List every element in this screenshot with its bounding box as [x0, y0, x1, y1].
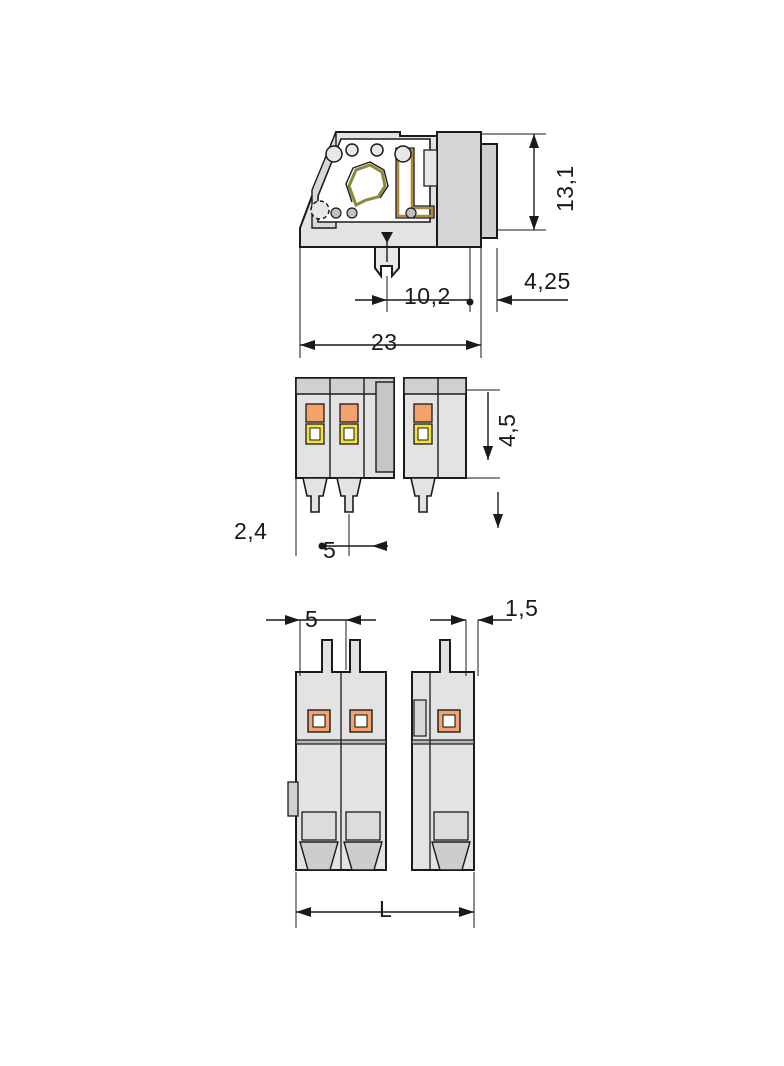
- arrow-5-bv-right: [346, 615, 361, 625]
- arrow-5-front: [372, 541, 387, 551]
- dim-text-pin-height: 4,5: [494, 413, 520, 447]
- arrow-L-left: [296, 907, 311, 917]
- clamp-window-1: [306, 404, 324, 444]
- bottom-chamber-2: [346, 812, 380, 840]
- dim-text-latch-offset: 10,2: [404, 283, 451, 309]
- arrow-102: [372, 295, 387, 305]
- side-hole-h: [406, 208, 416, 218]
- side-hole-g: [347, 208, 357, 218]
- arrow-45-down: [483, 446, 493, 460]
- front-side-rail-left: [376, 382, 394, 472]
- arrow-425: [497, 295, 512, 305]
- front-view: [296, 378, 503, 556]
- side-right-block: [437, 132, 481, 247]
- side-hole-e: [311, 201, 329, 219]
- side-hole-c: [371, 144, 383, 156]
- front-pin-2: [337, 478, 361, 512]
- dim-text-offset-right: 4,25: [524, 268, 571, 294]
- bottom-chamber-1: [302, 812, 336, 840]
- contact-housing: [424, 150, 437, 186]
- arrow-15-left: [451, 615, 466, 625]
- bottom-seam-right: [412, 740, 474, 744]
- side-right-tab: [481, 144, 497, 238]
- side-hole-d: [395, 146, 411, 162]
- front-top-strip-right: [404, 378, 466, 394]
- bottom-side-tab-left: [288, 782, 298, 816]
- dim-dot-102: [467, 299, 474, 306]
- bottom-left-rail-right: [414, 700, 426, 736]
- dim-text-height: 13,1: [552, 165, 578, 212]
- arrow-pin-depth: [493, 514, 503, 528]
- side-hole-f: [331, 208, 341, 218]
- arrow-23-left: [300, 340, 315, 350]
- arrow-5-bv-left: [285, 615, 300, 625]
- dim-text-total-depth: 23: [371, 329, 398, 355]
- side-hole-a: [326, 146, 342, 162]
- bottom-contact-1: [308, 710, 330, 732]
- side-hole-b: [346, 144, 358, 156]
- dim-text-edge-distance: 1,5: [505, 595, 539, 621]
- dim-text-pitch-bottom: 5: [305, 606, 319, 632]
- side-view: [300, 132, 568, 358]
- front-pin-1: [303, 478, 327, 512]
- dim-text-pitch-front: 5: [323, 537, 337, 563]
- bottom-view: [266, 615, 512, 928]
- arrow-15-right: [478, 615, 493, 625]
- arrow-131-up: [529, 134, 539, 148]
- front-pin-3: [411, 478, 435, 512]
- bottom-chamber-3: [434, 812, 468, 840]
- bottom-contact-2: [350, 710, 372, 732]
- bottom-contact-3: [438, 710, 460, 732]
- dim-text-pin-width: 2,4: [234, 518, 268, 544]
- clamp-window-3: [414, 404, 432, 444]
- dim-text-length: L: [379, 896, 393, 922]
- arrow-23-right: [466, 340, 481, 350]
- arrow-L-right: [459, 907, 474, 917]
- clamp-window-2: [340, 404, 358, 444]
- arrow-131-down: [529, 216, 539, 230]
